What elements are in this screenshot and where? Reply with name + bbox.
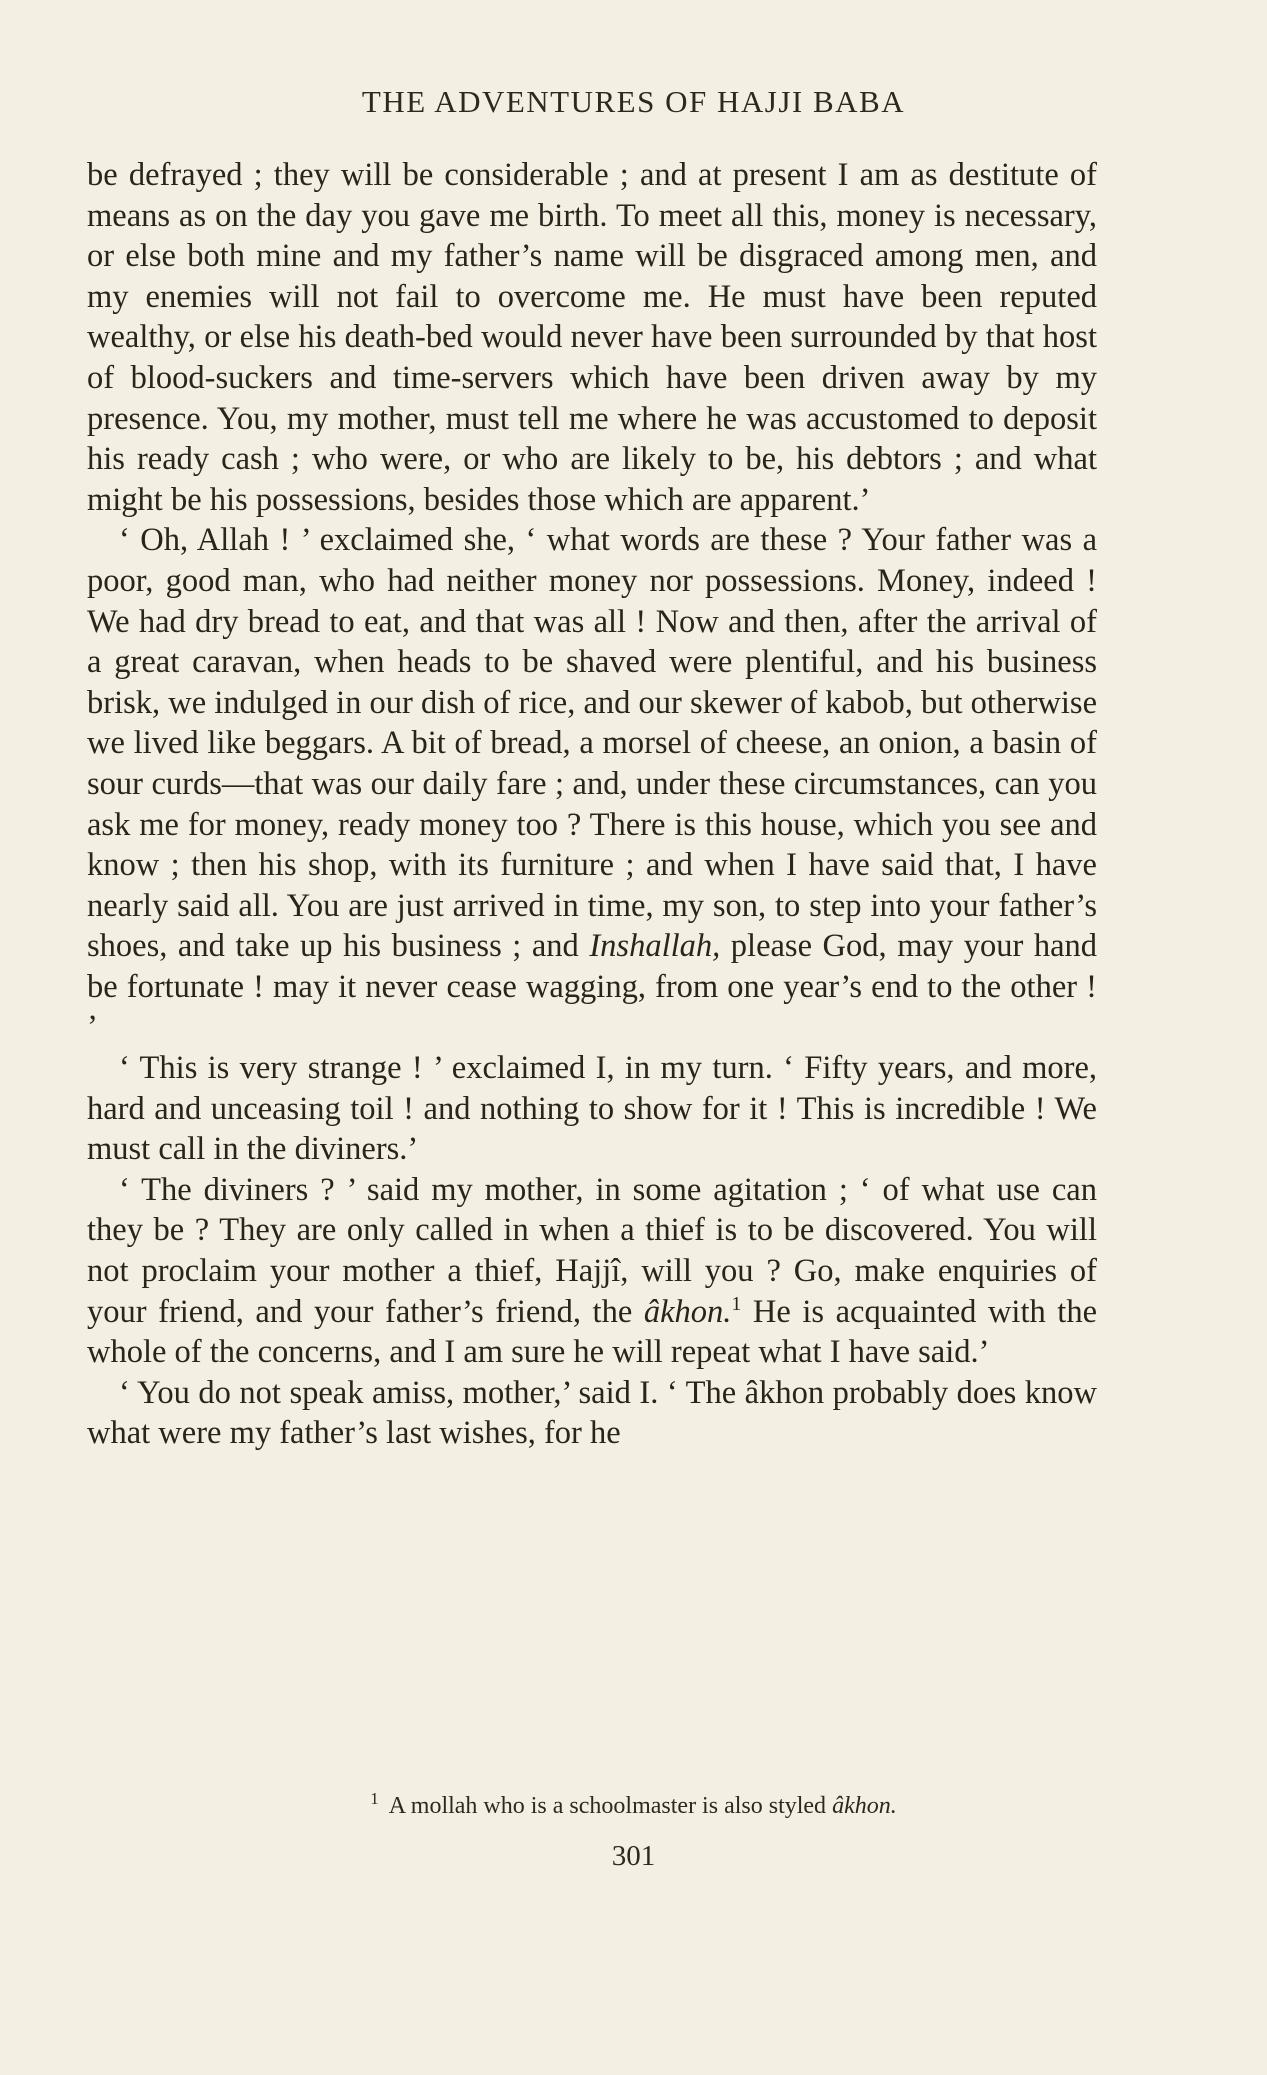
footnote-reference[interactable]: 1 — [731, 1292, 742, 1315]
paragraph-2-italic: Inshallah, — [589, 928, 721, 965]
paragraph-4-text-b: He is acquainted with the whole of the concerns, and I am sure he will repeat what I have said.’ — [87, 1293, 1097, 1371]
paragraph-3: ‘ This is very strange ! ’ exclaimed I, in my turn. ‘ Fifty years, and more, hard and unceasing toil ! and nothing to show for it ! This is incredible ! We must call in the diviners.’ — [87, 1050, 1097, 1168]
paragraph-4 — [87, 1170, 1097, 1373]
paragraph-4-text-a: ‘ The diviners ? ’ said my mother, in some agitation ; ‘ of what use can they be ? They are only called in when a thief is to be discovered. You will not proclaim your mother a thief, Hajjî, will you ? Go, make enquiries of your friend, and your father’s friend, the — [87, 1171, 1097, 1330]
footnote-mark: 1 — [370, 1789, 379, 1808]
paragraph-1: be defrayed ; they will be considerable ; and at present I am as destitute of means as on the day you gave me birth. To meet all this, money is necessary, or else both mine and my father’s name will be disgraced among men, and my enemies will not fail to overcome me. He must have been reputed wealthy, or else his death-bed would never have been surrounded by that host of blood-suckers and time-servers which have been driven away by my presence. You, my mother, must tell me where he was accustomed to deposit his ready cash ; who were, or who are likely to be, his debtors ; and what might be his possessions, besides those which are apparent.’ — [87, 157, 1097, 518]
body-text — [87, 155, 1097, 1454]
running-title: THE ADVENTURES OF HAJJI BABA — [361, 84, 906, 119]
paragraph-2 — [87, 520, 1097, 1048]
paragraph-5: ‘ You do not speak amiss, mother,’ said I. ‘ The âkhon probably does know what were my father’s last wishes, for he — [87, 1374, 1097, 1452]
footnote-italic: âkhon. — [832, 1793, 897, 1819]
page-number: 301 — [611, 1840, 656, 1872]
paragraph-4-italic: âkhon. — [643, 1293, 732, 1330]
paragraph-2-text-b: please God, may your hand be fortunate ! may it never cease wagging, from one year’s end to the other ! ’ — [87, 928, 1097, 1046]
paragraph-2-text-a: ‘ Oh, Allah ! ’ exclaimed she, ‘ what words are these ? Your father was a poor, good man, who had neither money nor possessions. Money, indeed ! We had dry bread to eat, and that was all ! Now and then, after the arrival of a great caravan, when heads to be shaved were plentiful, and his business brisk, we indulged in our dish of rice, and our skewer of kabob, but otherwise we lived like beggars. A bit of bread, a morsel of cheese, an onion, a basin of sour curds—that was our daily fare ; and, under these circumstances, can you ask me for money, ready money too ? There is this house, which you see and know ; then his shop, with its furniture ; and when I have said that, I have nearly said all. You are just arrived in time, my son, to step into your father’s shoes, and take up his business ; and — [87, 522, 1097, 965]
footnote — [0, 1789, 1267, 1820]
footnote-text: A mollah who is a schoolmaster is also styled — [388, 1793, 833, 1819]
